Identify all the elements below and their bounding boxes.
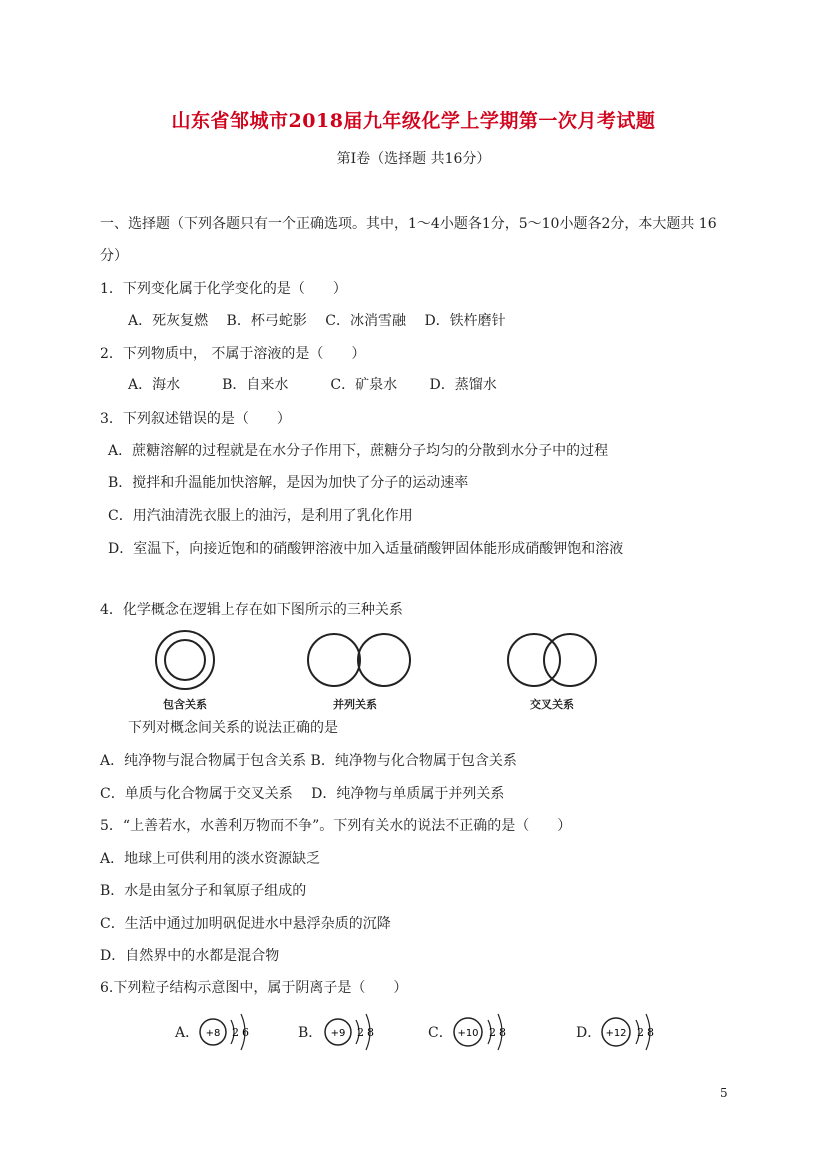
atom-c-shell2: 8 <box>499 1026 506 1039</box>
atom-c-nucleus: +10 <box>457 1028 479 1039</box>
intersection-diagram <box>500 628 620 698</box>
atom-d-shell1: 2 <box>637 1026 644 1039</box>
q6-option-d-label: D． <box>576 1025 602 1041</box>
section-instructions-line1: 一、选择题（下列各题只有一个正确选项。其中，1～4小题各1分，5～10小题各2分，本大题共 16 <box>100 216 717 232</box>
intersection-label: 交叉关系 <box>530 698 574 711</box>
q3-option-a: A．蔗糖溶解的过程就是在水分子作用下，蔗糖分子均匀的分散到水分子中的过程 <box>108 443 609 459</box>
q3-option-b: B．搅拌和升温能加快溶解，是因为加快了分子的运动速率 <box>108 475 469 491</box>
q5-option-b: B．水是由氢分子和氧原子组成的 <box>100 883 307 899</box>
q3-option-c: C．用汽油清洗衣服上的油污，是利用了乳化作用 <box>108 508 413 524</box>
atom-a-shell2: 6 <box>242 1026 249 1039</box>
parallel-diagram <box>300 628 420 698</box>
q4-stem: 4．化学概念在逻辑上存在如下图所示的三种关系 <box>100 602 403 618</box>
q4-prompt: 下列对概念间关系的说法正确的是 <box>128 720 338 736</box>
page-number: 5 <box>720 1086 728 1100</box>
atom-b-nucleus: +9 <box>330 1028 346 1039</box>
q6-stem: 6.下列粒子结构示意图中，属于阴离子是（ ） <box>100 980 408 996</box>
atom-diagram-c <box>450 1008 514 1058</box>
atom-a-shell1: 2 <box>232 1026 239 1039</box>
q5-option-a: A．地球上可供利用的淡水资源缺乏 <box>100 851 321 867</box>
atom-b-shell1: 2 <box>357 1026 364 1039</box>
q5-stem: 5．“上善若水，水善利万物而不争”。下列有关水的说法不正确的是（ ） <box>100 818 572 834</box>
atom-d-shell2: 8 <box>647 1026 654 1039</box>
atom-d-nucleus: +12 <box>605 1028 627 1039</box>
atom-b-shell2: 8 <box>367 1026 374 1039</box>
atom-diagram-a <box>195 1008 255 1058</box>
q2-options: A．海水 B．自来水 C．矿泉水 D．蒸馏水 <box>128 377 497 393</box>
q1-options: A．死灰复燃 B．杯弓蛇影 C．冰消雪融 D．铁杵磨针 <box>128 313 506 329</box>
atom-diagram-b <box>320 1008 380 1058</box>
q5-option-d: D．自然界中的水都是混合物 <box>100 948 280 964</box>
q6-option-c-label: C． <box>428 1025 453 1041</box>
q6-option-a-label: A． <box>175 1025 200 1041</box>
page-title: 山东省邹城市2018届九年级化学上学期第一次月考试题 <box>171 110 656 132</box>
atom-c-shell1: 2 <box>489 1026 496 1039</box>
section-subtitle: 第Ⅰ卷（选择题 共16分） <box>336 151 491 167</box>
q1-stem: 1．下列变化属于化学变化的是（ ） <box>100 281 347 297</box>
q3-stem: 3．下列叙述错误的是（ ） <box>100 411 291 427</box>
q2-stem: 2．下列物质中， 不属于溶液的是（ ） <box>100 346 366 362</box>
q6-option-b-label: B． <box>298 1025 323 1041</box>
q4-options-ab: A．纯净物与混合物属于包含关系 B．纯净物与化合物属于包含关系 <box>100 753 517 769</box>
q4-options-cd: C．单质与化合物属于交叉关系 D．纯净物与单质属于并列关系 <box>100 786 505 802</box>
q5-option-c: C．生活中通过加明矾促进水中悬浮杂质的沉降 <box>100 916 391 932</box>
atom-a-nucleus: +8 <box>205 1028 221 1039</box>
parallel-label: 并列关系 <box>333 698 377 711</box>
q3-option-d: D．室温下，向接近饱和的硝酸钾溶液中加入适量硝酸钾固体能形成硝酸钾饱和溶液 <box>108 541 624 557</box>
containment-diagram <box>150 628 240 698</box>
atom-diagram-d <box>598 1008 662 1058</box>
section-instructions-line2: 分） <box>100 248 128 264</box>
containment-label: 包含关系 <box>163 698 207 711</box>
